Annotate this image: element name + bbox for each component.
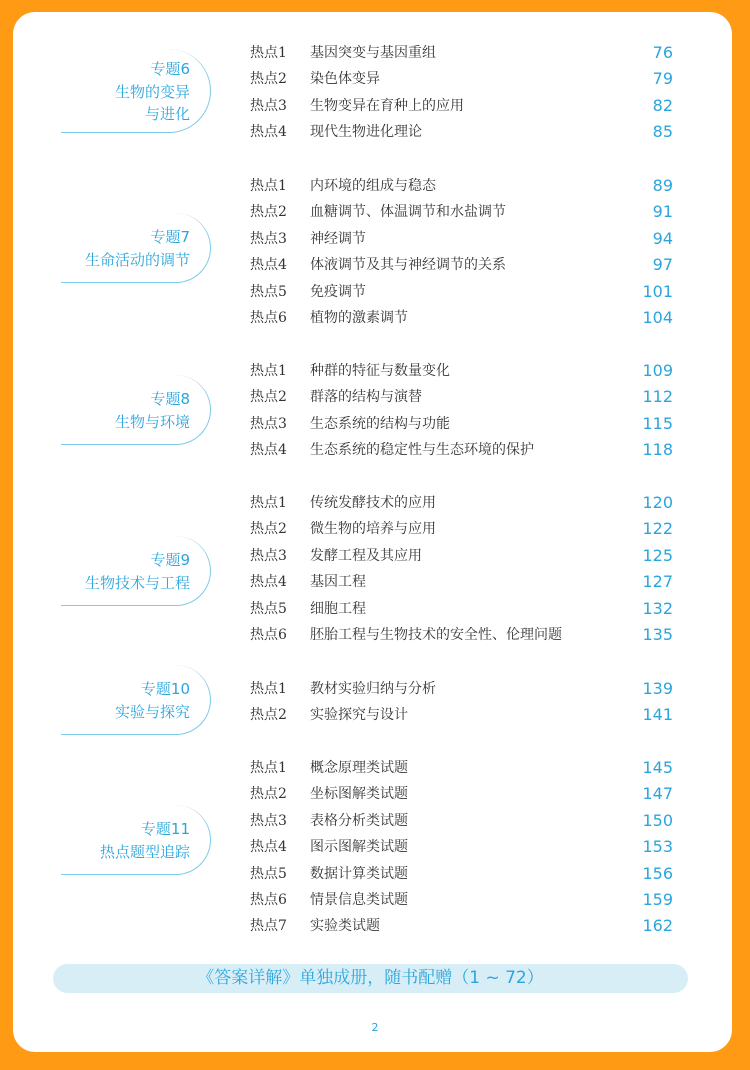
- hotspot-tag: 热点1: [250, 363, 287, 379]
- hotspot-tag: 热点4: [250, 124, 287, 141]
- entry-page-number: 127: [642, 572, 673, 592]
- entry-title: 细胞工程: [310, 600, 366, 617]
- hotspot-tag: 热点2: [250, 521, 287, 538]
- toc-entry[interactable]: [250, 358, 673, 384]
- entry-title: 种群的特征与数量变化: [310, 363, 450, 379]
- hotspot-tag: 热点5: [250, 600, 287, 617]
- hotspot-tag: 热点3: [250, 547, 287, 564]
- entry-page-number: 153: [642, 837, 673, 857]
- entry-page-number: 122: [642, 519, 673, 539]
- entry-title: 现代生物进化理论: [310, 124, 422, 141]
- toc-entry[interactable]: [250, 622, 673, 648]
- entry-title: 生物变异在育种上的应用: [310, 97, 464, 114]
- entry-title: 发酵工程及其应用: [310, 547, 422, 564]
- topic-name: 实验与探究: [114, 702, 190, 721]
- entry-page-number: 101: [642, 281, 673, 301]
- entry-page-number: 159: [642, 890, 673, 909]
- hotspot-tag: 热点4: [250, 442, 287, 459]
- hotspot-tag: 热点1: [250, 760, 287, 776]
- topic-name: 生物与环境: [114, 412, 190, 431]
- toc-entry[interactable]: [250, 119, 673, 145]
- hotspot-tag: 热点3: [250, 230, 287, 247]
- entry-page-number: 97: [652, 255, 673, 275]
- topic-name: 生物技术与工程: [84, 573, 190, 592]
- hotspot-tag: 热点1: [250, 45, 287, 61]
- topic-label: [61, 805, 211, 875]
- toc-entry[interactable]: [250, 384, 673, 410]
- entry-title: 概念原理类试题: [310, 760, 408, 776]
- hotspot-tag: 热点2: [250, 389, 287, 406]
- entry-page-number: 132: [642, 598, 673, 618]
- entry-page-number: 82: [652, 95, 673, 115]
- toc-entry[interactable]: [250, 173, 673, 199]
- topic-number: 专题10: [140, 679, 190, 698]
- entry-title: 传统发酵技术的应用: [310, 495, 436, 511]
- hotspot-tag: 热点6: [250, 627, 287, 643]
- topic-label: [61, 536, 211, 606]
- topic-number: 专题9: [150, 550, 190, 569]
- toc-entry[interactable]: [250, 834, 673, 860]
- toc-entry[interactable]: [250, 676, 673, 702]
- entry-page-number: 112: [642, 387, 673, 407]
- toc-entry[interactable]: [250, 411, 673, 437]
- entry-page-number: 141: [642, 705, 673, 725]
- hotspot-tag: 热点1: [250, 178, 287, 194]
- hotspot-tag: 热点5: [250, 865, 287, 882]
- hotspot-tag: 热点5: [250, 283, 287, 300]
- topic-number: 专题8: [150, 389, 190, 408]
- entry-page-number: 162: [642, 916, 673, 936]
- topic-name: 热点题型追踪: [99, 842, 190, 861]
- toc-entry[interactable]: [250, 569, 673, 595]
- entry-page-number: 115: [642, 413, 673, 433]
- topic-name: 与进化: [144, 104, 190, 123]
- topic-label: [61, 665, 211, 735]
- entry-title: 数据计算类试题: [310, 865, 408, 882]
- toc-entry[interactable]: [250, 279, 673, 305]
- toc-entry[interactable]: [250, 887, 673, 913]
- hotspot-tag: 热点4: [250, 257, 287, 274]
- toc-entry[interactable]: [250, 490, 673, 516]
- hotspot-tag: 热点6: [250, 310, 287, 326]
- hotspot-tag: 热点1: [250, 681, 287, 697]
- entry-title: 群落的结构与演替: [310, 389, 422, 406]
- entry-title: 血糖调节、体温调节和水盐调节: [310, 204, 506, 221]
- toc-entry[interactable]: [250, 543, 673, 569]
- toc-entry[interactable]: [250, 226, 673, 252]
- hotspot-tag: 热点4: [250, 839, 287, 856]
- toc-entry[interactable]: [250, 199, 673, 225]
- entry-title: 基因突变与基因重组: [310, 45, 436, 61]
- toc-entry[interactable]: [250, 252, 673, 278]
- topic-name: 生命活动的调节: [84, 250, 190, 269]
- entry-page-number: 145: [642, 758, 673, 777]
- entry-title: 基因工程: [310, 574, 366, 591]
- toc-entry[interactable]: [250, 755, 673, 781]
- entry-title: 生态系统的稳定性与生态环境的保护: [310, 442, 534, 459]
- entry-title: 植物的激素调节: [310, 310, 408, 326]
- entry-page-number: 89: [652, 176, 673, 195]
- entry-title: 胚胎工程与生物技术的安全性、伦理问题: [310, 627, 562, 643]
- toc-entry[interactable]: [250, 437, 673, 463]
- entry-title: 微生物的培养与应用: [310, 521, 436, 538]
- entry-page-number: 76: [652, 43, 673, 62]
- entry-title: 教材实验归纳与分析: [310, 681, 436, 697]
- entry-page-number: 118: [642, 440, 673, 460]
- topic-number: 专题6: [150, 59, 190, 78]
- entry-page-number: 139: [642, 679, 673, 698]
- toc-entry[interactable]: [250, 305, 673, 331]
- toc-entry[interactable]: [250, 516, 673, 542]
- entry-page-number: 120: [642, 493, 673, 512]
- toc-entry[interactable]: [250, 66, 673, 92]
- entry-title: 情景信息类试题: [310, 892, 408, 908]
- toc-entry[interactable]: [250, 861, 673, 887]
- entry-page-number: 135: [642, 625, 673, 644]
- hotspot-tag: 热点3: [250, 97, 287, 114]
- entry-title: 表格分析类试题: [310, 812, 408, 829]
- entry-title: 图示图解类试题: [310, 839, 408, 856]
- topic-label: [61, 375, 211, 445]
- entry-page-number: 156: [642, 863, 673, 883]
- entry-page-number: 91: [652, 202, 673, 222]
- topic-number: 专题7: [150, 227, 190, 246]
- topic-label: [61, 213, 211, 283]
- hotspot-tag: 热点3: [250, 415, 287, 432]
- hotspot-tag: 热点3: [250, 812, 287, 829]
- entry-page-number: 94: [652, 228, 673, 248]
- toc-entry[interactable]: [250, 702, 673, 728]
- topic-name: 生物的变异: [114, 82, 190, 101]
- entry-title: 免疫调节: [310, 283, 366, 300]
- entry-page-number: 85: [652, 122, 673, 142]
- hotspot-tag: 热点2: [250, 707, 287, 724]
- topic-label: [61, 49, 211, 133]
- hotspot-tag: 热点6: [250, 892, 287, 908]
- topic-number: 专题11: [140, 819, 190, 838]
- hotspot-tag: 热点1: [250, 495, 287, 511]
- toc-entry[interactable]: [250, 93, 673, 119]
- toc-entry[interactable]: [250, 808, 673, 834]
- hotspot-tag: 热点2: [250, 204, 287, 221]
- answer-booklet-banner: 《答案详解》单独成册，随书配赠（1 ~ 72）: [53, 964, 688, 993]
- toc-entry[interactable]: [250, 596, 673, 622]
- entry-title: 实验类试题: [310, 918, 380, 935]
- hotspot-tag: 热点2: [250, 71, 287, 88]
- entry-page-number: 147: [642, 784, 673, 804]
- toc-entry[interactable]: [250, 781, 673, 807]
- entry-title: 内环境的组成与稳态: [310, 178, 436, 194]
- entry-page-number: 150: [642, 810, 673, 830]
- entry-title: 染色体变异: [310, 71, 380, 88]
- entry-page-number: 79: [652, 69, 673, 89]
- entry-page-number: 109: [642, 361, 673, 380]
- hotspot-tag: 热点2: [250, 786, 287, 803]
- hotspot-tag: 热点4: [250, 574, 287, 591]
- entry-title: 体液调节及其与神经调节的关系: [310, 257, 506, 274]
- hotspot-tag: 热点7: [250, 918, 287, 935]
- entry-title: 实验探究与设计: [310, 707, 408, 724]
- entry-page-number: 125: [642, 545, 673, 565]
- entry-page-number: 104: [642, 308, 673, 327]
- entry-title: 坐标图解类试题: [310, 786, 408, 803]
- page-number: 2: [371, 1021, 379, 1034]
- toc-entry[interactable]: [250, 40, 673, 66]
- entry-title: 生态系统的结构与功能: [310, 415, 450, 432]
- entry-title: 神经调节: [310, 230, 366, 247]
- toc-entry[interactable]: [250, 913, 673, 939]
